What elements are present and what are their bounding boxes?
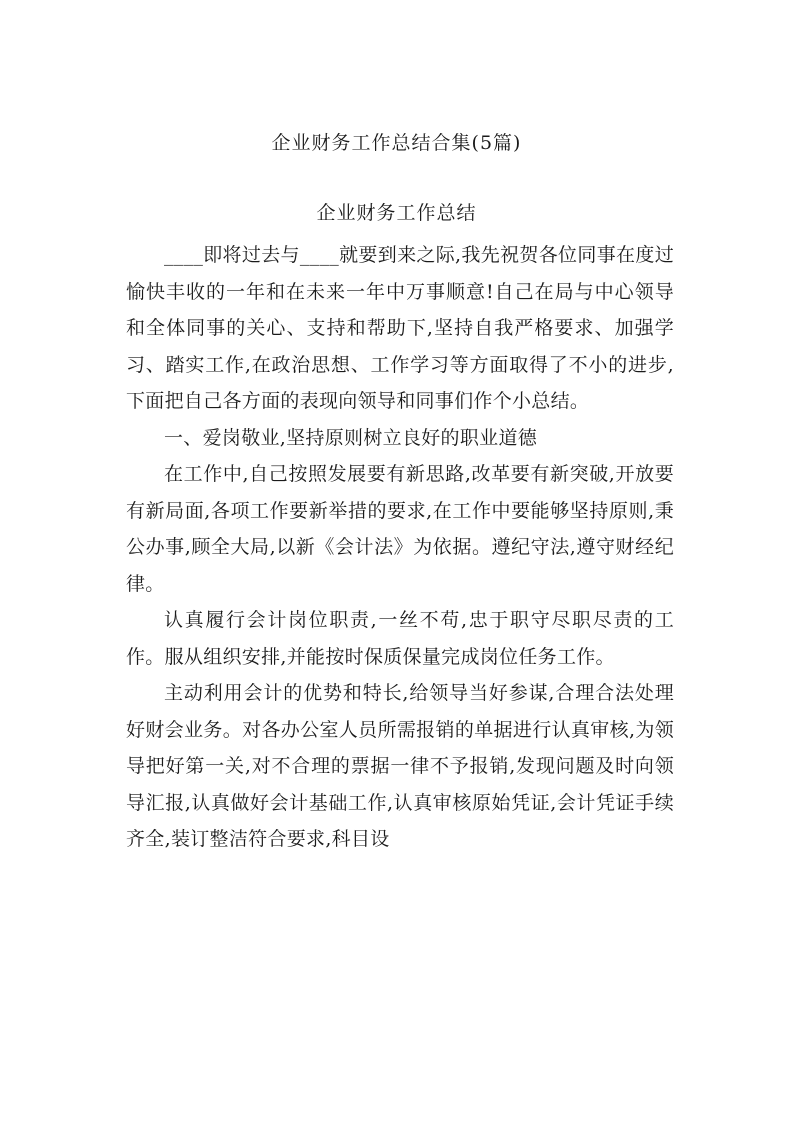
paragraph-duties: 认真履行会计岗位职责,一丝不苟,忠于职守尽职尽责的工作。服从组织安排,并能按时保质保量完成岗位任务工作。 [126,609,674,668]
paragraph-advisor: 主动利用会计的优势和特长,给领导当好参谋,合理合法处理好财会业务。对各办公室人员所需报销的单据进行认真审核,为领导把好第一关,对不合理的票据一律不予报销,发现问题及时向领导汇报,认真做好会计基础工作,认真审核原始凭证,会计凭证手续齐全,装订整洁符合要求,科目设 [126,682,674,850]
paragraph-principles: 在工作中,自己按照发展要有新思路,改革要有新突破,开放要有新局面,各项工作要新举措的要求,在工作中要能够坚持原则,秉公办事,顾全大局,以新《会计法》为依据。遵纪守法,遵守财经纪律。 [126,463,674,595]
paragraph-heading-1: 一、爱岗敬业,坚持原则树立良好的职业道德 [164,426,538,449]
paragraph-intro: ____即将过去与____就要到来之际,我先祝贺各位同事在度过愉快丰收的一年和在未来一年中万事顺意!自己在局与中心领导和全体同事的关心、支持和帮助下,坚持自我严格要求、加强学习、踏实工作,在政治思想、工作学习等方面取得了不小的进步,下面把自己各方面的表现向领导和同事们作个小总结。 [126,244,674,412]
section-title: 企业财务工作总结 [316,202,477,224]
document-title: 企业财务工作总结合集(5篇) [271,132,522,154]
document-body [126,237,674,858]
